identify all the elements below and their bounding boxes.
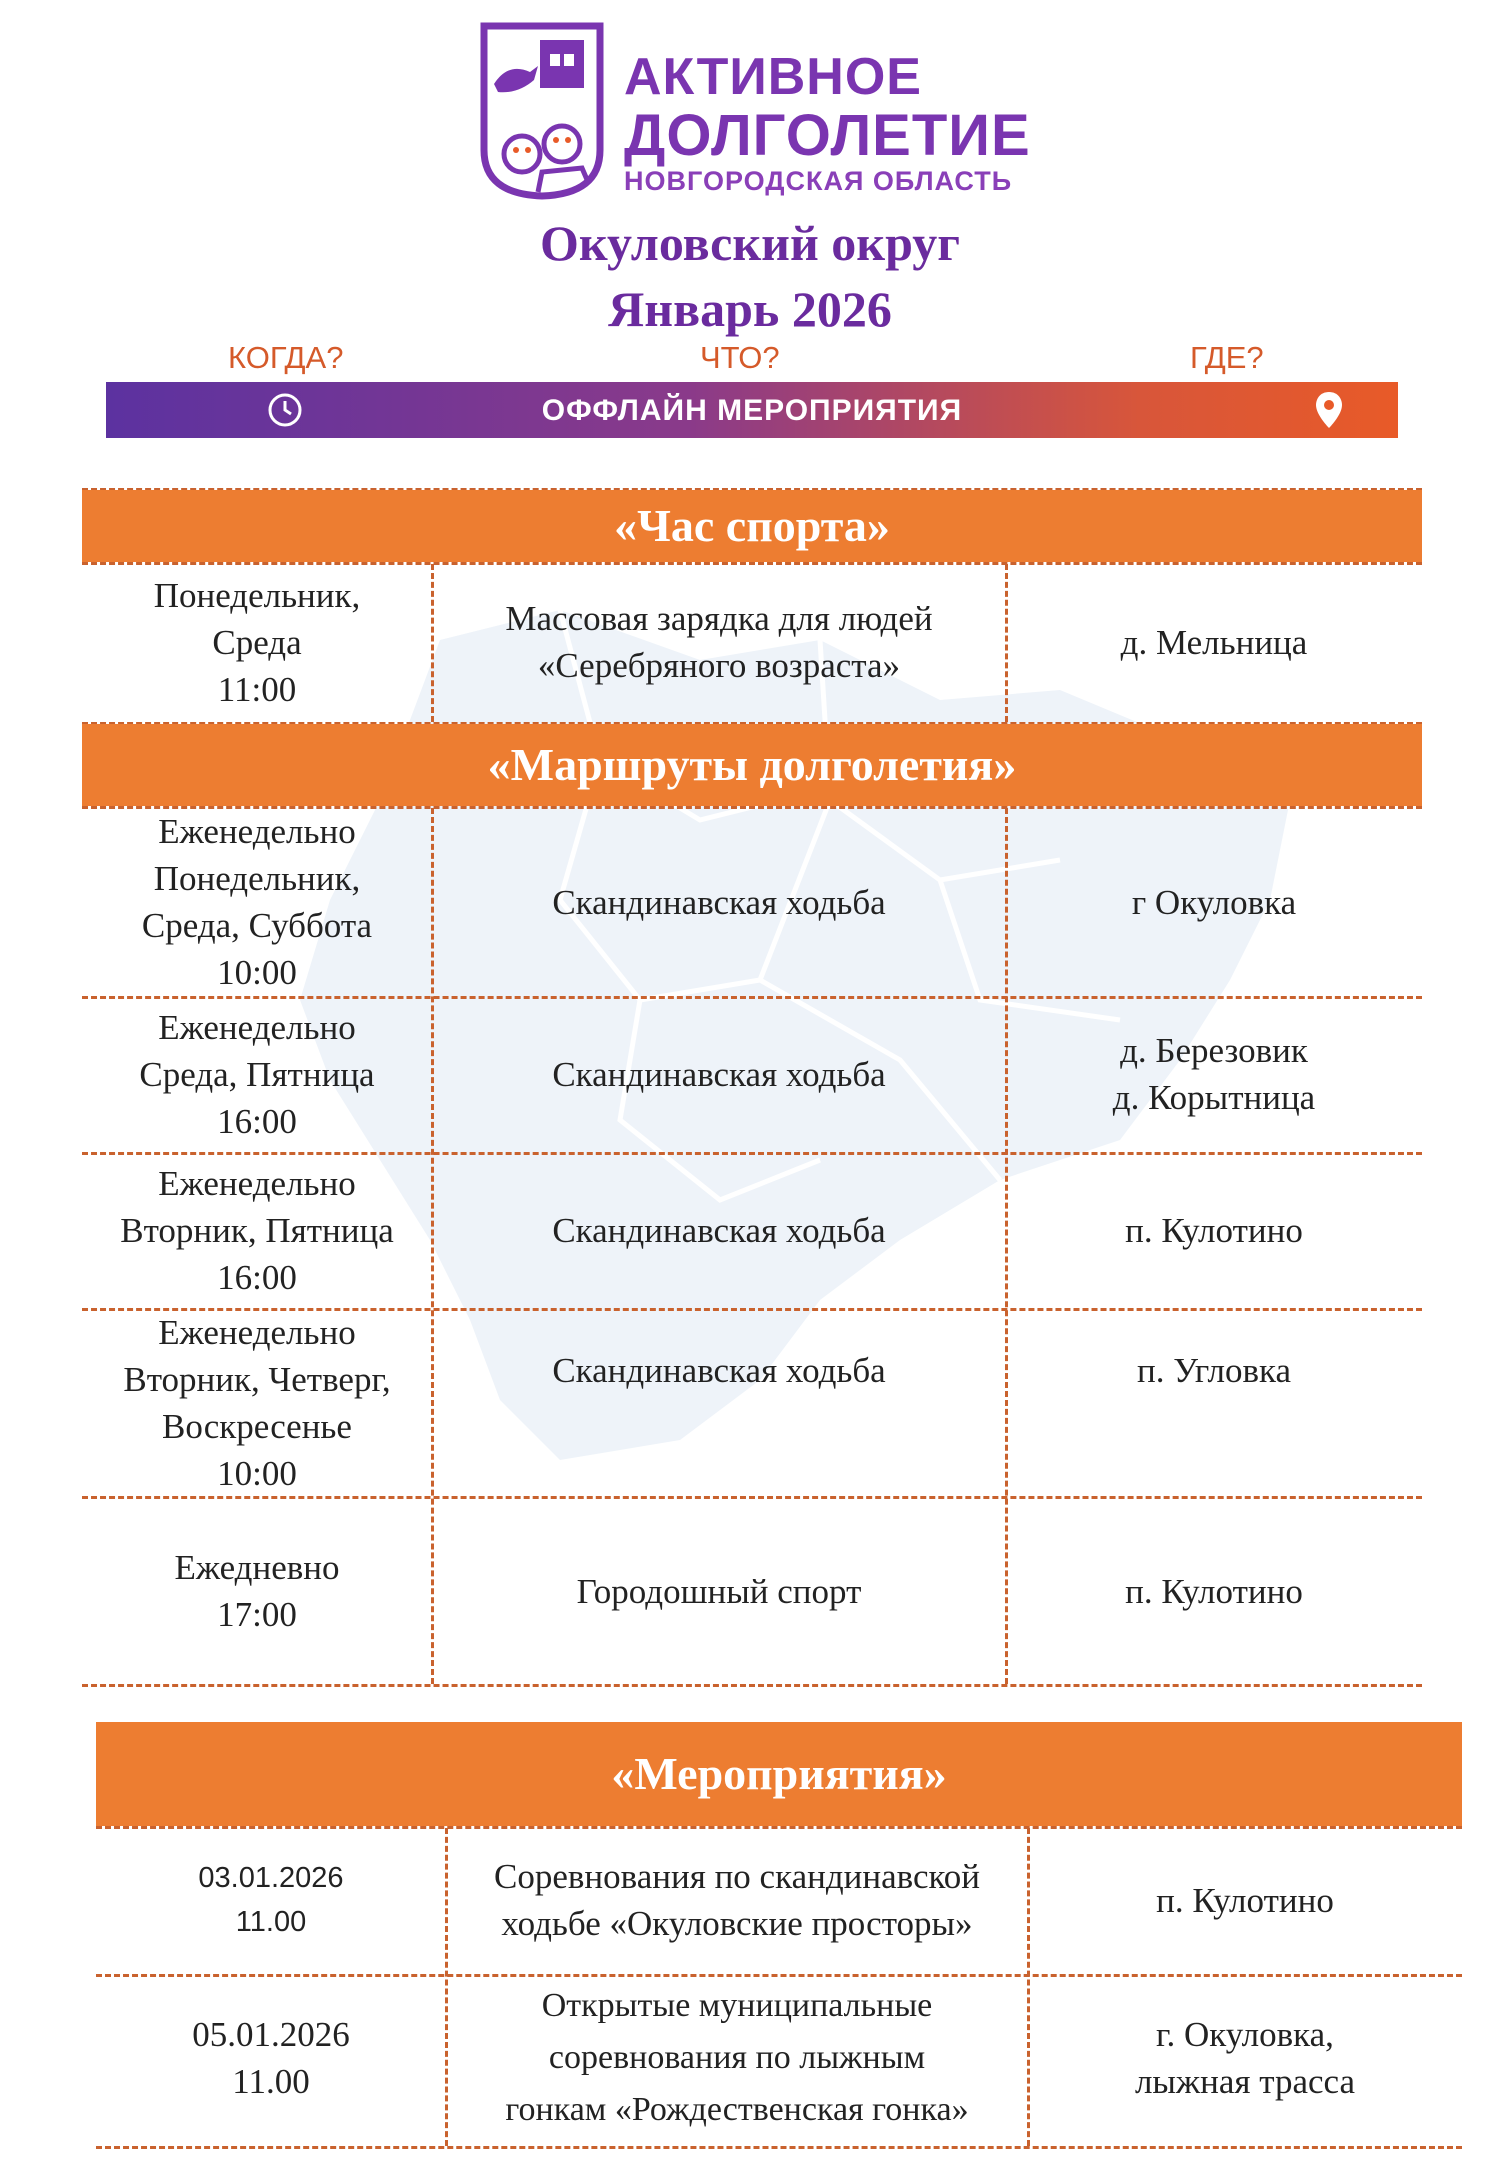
when-label: КОГДА?: [228, 340, 344, 375]
cell-what: Скандинавская ходьба: [552, 1210, 886, 1250]
what-label: ЧТО?: [700, 340, 780, 375]
cell-when: Еженедельно Вторник, Четверг, Воскресенье 10:00: [123, 1313, 391, 1493]
section-title: «Мероприятия»: [611, 1748, 947, 1799]
column-divider: [1005, 808, 1008, 1684]
column-divider: [431, 564, 434, 722]
column-divider: [431, 808, 434, 1684]
logo-line-2: ДОЛГОЛЕТИЕ: [624, 103, 1031, 168]
cell-where: п. Кулотино: [1125, 1571, 1303, 1611]
cell-when: Еженедельно Понедельник, Среда, Суббота 10:00: [141, 812, 373, 992]
cell-when: Еженедельно Среда, Пятница 16:00: [139, 1007, 375, 1141]
column-divider: [1005, 564, 1008, 722]
cell-where: п. Кулотино: [1125, 1210, 1303, 1250]
section-title: «Час спорта»: [614, 500, 890, 551]
divider: [82, 1684, 1422, 1687]
page-title: Окуловский округ: [540, 215, 960, 271]
logo-line-1: АКТИВНОЕ: [624, 48, 922, 106]
cell-what: Скандинавская ходьба: [552, 882, 886, 922]
emblem-icon: [478, 22, 606, 200]
banner-label: ОФФЛАЙН МЕРОПРИЯТИЯ: [541, 394, 963, 427]
cell-what: Открытые муниципальные соревнования по лыжным гонкам «Рождественская гонка»: [505, 1987, 969, 2128]
cell-when: Понедельник, Среда 11:00: [153, 575, 361, 709]
section-header-longevity-routes: [82, 724, 1422, 806]
where-label: ГДЕ?: [1190, 340, 1264, 375]
column-divider: [445, 1828, 448, 2146]
cell-what: Массовая зарядка для людей «Серебряного возраста»: [505, 599, 933, 685]
cell-what: Соревнования по скандинавской ходьбе «Окуловские просторы»: [494, 1857, 980, 1943]
cell-when: 03.01.2026 11.00: [198, 1862, 344, 1938]
cell-what: Городошный спорт: [576, 1571, 862, 1611]
divider: [96, 2146, 1462, 2149]
cell-where: г Окуловка: [1131, 882, 1297, 922]
column-divider: [1027, 1828, 1030, 2146]
cell-when: Ежедневно 17:00: [174, 1548, 340, 1634]
cell-what: Скандинавская ходьба: [552, 1350, 886, 1390]
cell-when: Еженедельно Вторник, Пятница 16:00: [120, 1163, 394, 1297]
active-longevity-logo: [478, 22, 1038, 200]
section-title: «Маршруты долголетия»: [487, 739, 1017, 790]
section-header-events: [96, 1722, 1462, 1826]
offline-events-banner: [106, 382, 1398, 438]
location-pin-icon: [1314, 390, 1344, 430]
cell-where: д. Березовик д. Корытница: [1112, 1031, 1316, 1117]
logo-line-3: НОВГОРОДСКАЯ ОБЛАСТЬ: [624, 166, 1013, 196]
cell-when: 05.01.2026 11.00: [192, 2015, 350, 2101]
section-header-sport-hour: [82, 490, 1422, 562]
page-month: Январь 2026: [608, 281, 892, 337]
cell-where: г. Окуловка, лыжная трасса: [1134, 2015, 1356, 2101]
cell-where: п. Угловка: [1136, 1350, 1291, 1390]
cell-what: Скандинавская ходьба: [552, 1054, 886, 1094]
cell-where: п. Кулотино: [1156, 1880, 1334, 1920]
cell-where: д. Мельница: [1120, 622, 1308, 662]
